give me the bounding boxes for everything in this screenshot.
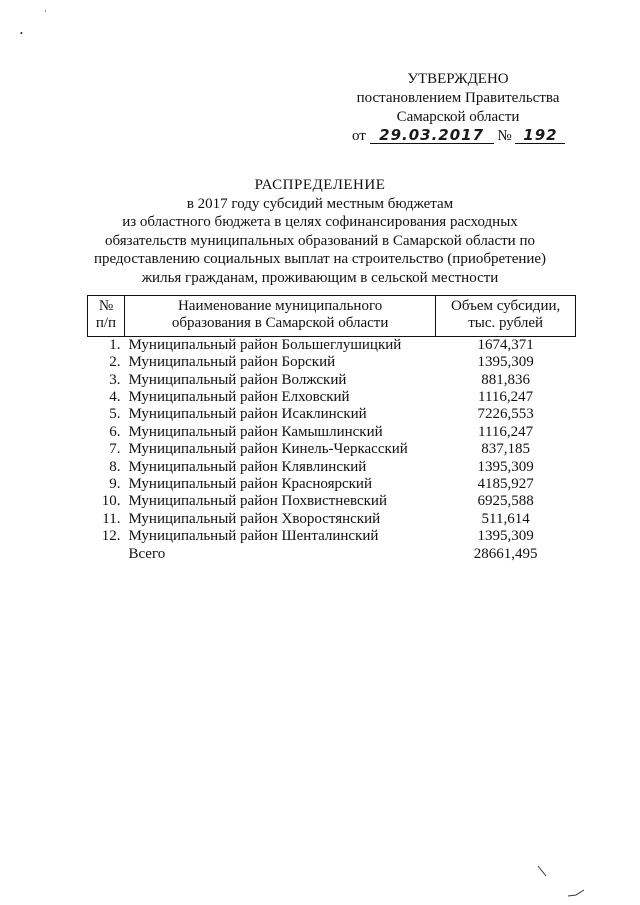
municipality-name: Муниципальный район Камышлинский	[128, 423, 383, 440]
table-row	[88, 459, 576, 476]
approval-stamp-block	[330, 70, 586, 146]
municipality-name: Муниципальный район Хворостянский	[128, 510, 381, 527]
subsidy-amount: 4185,927	[477, 476, 534, 493]
document-title	[60, 176, 580, 287]
from-label: от	[352, 128, 366, 144]
municipality-name: Муниципальный район Волжский	[128, 371, 347, 388]
row-number: 5.	[109, 406, 121, 423]
subsidy-amount: 1395,309	[477, 458, 534, 475]
approved-label: УТВЕРЖДЕНО	[407, 71, 509, 87]
municipality-name: Муниципальный район Исаклинский	[128, 406, 367, 423]
table-row	[88, 511, 576, 528]
table-header-row	[88, 296, 576, 337]
subsidy-amount: 1395,309	[477, 354, 534, 371]
table-row	[88, 336, 576, 354]
handwritten-date: 29.03.2017	[370, 127, 494, 144]
subsidy-amount: 837,185	[481, 441, 530, 458]
table-row	[88, 493, 576, 510]
row-number: 6.	[109, 423, 121, 440]
subsidy-amount: 1674,371	[477, 336, 534, 353]
header-number	[88, 296, 125, 337]
scan-speck: •	[20, 29, 23, 38]
subsidy-amount: 1116,247	[478, 389, 534, 406]
row-number: 9.	[109, 476, 121, 493]
row-number: 8.	[109, 458, 121, 475]
pen-stroke-mark	[532, 862, 592, 902]
total-amount: 28661,495	[473, 545, 538, 562]
header-amount	[436, 296, 576, 337]
title-line: предоставлению социальных выплат на строительство (приобретение)	[93, 251, 547, 267]
table-row	[88, 389, 576, 406]
table-row	[88, 406, 576, 423]
subsidy-amount: 1395,309	[477, 528, 534, 545]
municipality-name: Муниципальный район Борский	[128, 354, 336, 371]
row-number: 10.	[101, 493, 121, 510]
number-label: №	[497, 128, 512, 144]
title-line: жилья гражданам, проживающим в сельской местности	[141, 269, 499, 286]
header-text: образования в Самарской области	[171, 315, 389, 332]
municipality-name: Муниципальный район Похвистневский	[128, 493, 387, 510]
total-label: Всего	[128, 545, 166, 562]
table-row	[88, 528, 576, 545]
municipality-name: Муниципальный район Красноярский	[128, 476, 372, 493]
header-text: №	[98, 298, 114, 314]
title-line: в 2017 году субсидий местным бюджетам	[186, 195, 454, 212]
row-number: 11.	[102, 510, 121, 527]
resolution-date-number-line	[330, 127, 586, 146]
municipality-name: Муниципальный район Елховский	[128, 389, 350, 406]
table-row	[88, 372, 576, 389]
header-text: Объем субсидии,	[450, 298, 561, 314]
table-row	[88, 424, 576, 441]
municipality-name: Муниципальный район Клявлинский	[128, 458, 367, 475]
header-municipality	[124, 296, 435, 337]
subsidy-amount: 511,614	[481, 510, 530, 527]
row-number: 3.	[109, 371, 121, 388]
subsidy-distribution-table	[87, 295, 576, 563]
header-text: тыс. рублей	[468, 315, 544, 332]
municipality-name: Муниципальный район Шенталинский	[128, 528, 379, 545]
table-total-row	[88, 546, 576, 563]
row-number: 12.	[101, 528, 121, 545]
total-number-cell	[88, 546, 125, 563]
approval-line: постановлением Правительства	[356, 90, 560, 106]
row-number: 1.	[109, 336, 121, 353]
scan-speck: ·	[44, 6, 47, 16]
table-row	[88, 476, 576, 493]
table-row	[88, 354, 576, 371]
title-heading: РАСПРЕДЕЛЕНИЕ	[254, 177, 386, 193]
row-number: 7.	[109, 441, 121, 458]
municipality-name: Муниципальный район Большеглушицкий	[128, 336, 402, 353]
subsidy-amount: 881,836	[481, 371, 530, 388]
row-number: 2.	[109, 354, 121, 371]
subsidy-amount: 1116,247	[478, 423, 534, 440]
subsidy-amount: 7226,553	[477, 406, 534, 423]
title-line: обязательств муниципальных образований в Самарской области по	[105, 232, 535, 249]
title-line: из областного бюджета в целях софинансирования расходных	[122, 214, 518, 230]
header-text: Наименование муниципального	[177, 298, 383, 314]
header-text: п/п	[95, 315, 117, 332]
approval-line: Самарской области	[396, 109, 520, 125]
handwritten-number: 192	[515, 127, 565, 144]
municipality-name: Муниципальный район Кинель-Черкасский	[128, 441, 408, 458]
subsidy-amount: 6925,588	[477, 493, 534, 510]
table-row	[88, 441, 576, 458]
row-number: 4.	[109, 389, 121, 406]
